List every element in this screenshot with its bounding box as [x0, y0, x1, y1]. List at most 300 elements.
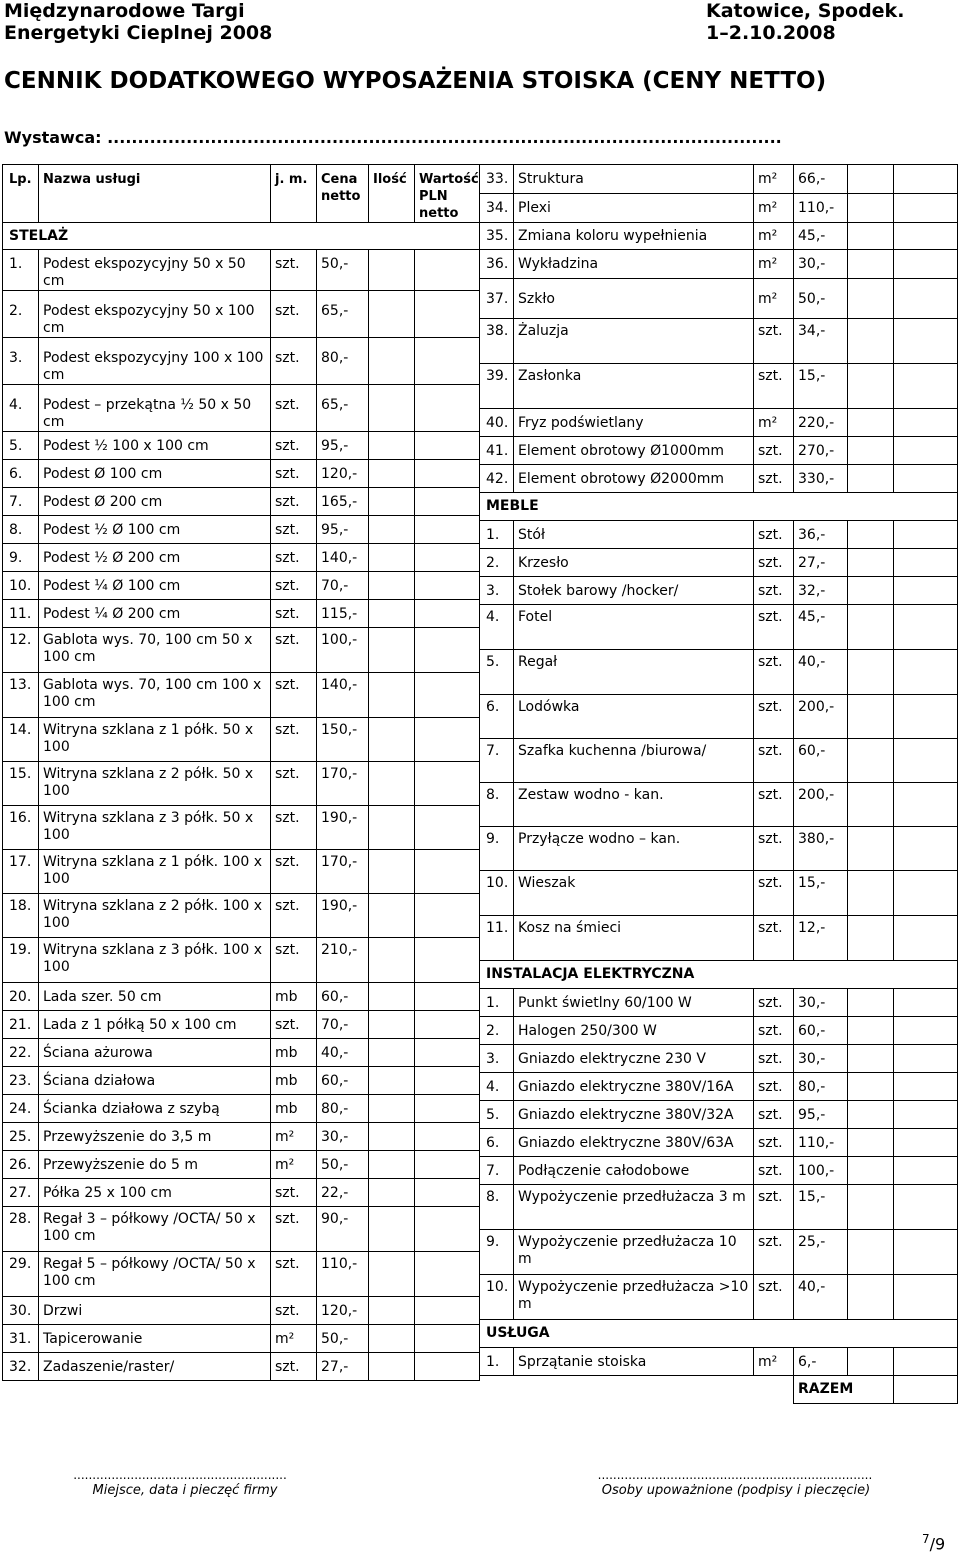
- item-price: 80,-: [317, 1095, 369, 1123]
- quantity-cell[interactable]: [369, 806, 415, 850]
- item-price: 165,-: [317, 488, 369, 516]
- table-row: [480, 319, 958, 364]
- quantity-cell[interactable]: [369, 291, 415, 338]
- quantity-cell[interactable]: [848, 739, 894, 783]
- item-number: 7.: [3, 488, 39, 516]
- table-row: [3, 628, 480, 673]
- table-row: [480, 650, 958, 695]
- quantity-cell[interactable]: [369, 1151, 415, 1179]
- item-price: 27,-: [794, 549, 848, 577]
- value-cell[interactable]: [415, 673, 480, 718]
- table-row: [3, 1095, 480, 1123]
- quantity-cell[interactable]: [369, 1325, 415, 1353]
- item-name: Szkło: [514, 279, 754, 319]
- item-name: Podest ¼ Ø 100 cm: [39, 572, 271, 600]
- table-row: [3, 806, 480, 850]
- table-row: [3, 460, 480, 488]
- item-price: 150,-: [317, 718, 369, 762]
- item-number: 39.: [480, 364, 514, 409]
- quantity-cell[interactable]: [848, 364, 894, 409]
- quantity-cell[interactable]: [848, 194, 894, 223]
- item-price: 120,-: [317, 1297, 369, 1325]
- value-cell[interactable]: [894, 1348, 958, 1376]
- table-row: [3, 600, 480, 628]
- value-cell[interactable]: [415, 1179, 480, 1207]
- value-cell[interactable]: [894, 549, 958, 577]
- item-number: 30.: [3, 1297, 39, 1325]
- item-name: Gablota wys. 70, 100 cm 50 x 100 cm: [39, 628, 271, 673]
- item-unit: szt.: [754, 364, 794, 409]
- table-row: [3, 1151, 480, 1179]
- item-name: Podest ½ Ø 100 cm: [39, 516, 271, 544]
- value-cell[interactable]: [894, 1129, 958, 1157]
- item-unit: szt.: [754, 1185, 794, 1230]
- total-value-cell[interactable]: [894, 1376, 958, 1404]
- value-cell[interactable]: [415, 544, 480, 572]
- table-row: [480, 279, 958, 319]
- quantity-cell[interactable]: [848, 521, 894, 549]
- item-price: 220,-: [794, 409, 848, 437]
- value-cell[interactable]: [894, 364, 958, 409]
- item-price: 45,-: [794, 223, 848, 250]
- quantity-cell[interactable]: [848, 223, 894, 250]
- quantity-cell[interactable]: [369, 983, 415, 1011]
- value-cell[interactable]: [894, 223, 958, 250]
- table-row: [480, 1230, 958, 1275]
- value-cell[interactable]: [415, 432, 480, 460]
- item-unit: szt.: [271, 488, 317, 516]
- value-cell[interactable]: [894, 577, 958, 605]
- value-cell[interactable]: [415, 385, 480, 432]
- item-price: 90,-: [317, 1207, 369, 1252]
- item-unit: szt.: [271, 385, 317, 432]
- quantity-cell[interactable]: [369, 628, 415, 673]
- item-unit: szt.: [754, 605, 794, 650]
- page-current: 7: [922, 1532, 930, 1546]
- item-unit: m²: [271, 1325, 317, 1353]
- quantity-cell[interactable]: [369, 432, 415, 460]
- quantity-cell[interactable]: [369, 718, 415, 762]
- quantity-cell[interactable]: [369, 673, 415, 718]
- table-row: [480, 1017, 958, 1045]
- table-row: [480, 695, 958, 739]
- item-price: 110,-: [317, 1252, 369, 1297]
- item-name: Fryz podświetlany: [514, 409, 754, 437]
- quantity-cell[interactable]: [369, 1067, 415, 1095]
- item-unit: m²: [754, 165, 794, 194]
- item-name: Podest Ø 100 cm: [39, 460, 271, 488]
- value-cell[interactable]: [894, 409, 958, 437]
- section-meble: MEBLE: [480, 493, 958, 521]
- item-name: Gniazdo elektryczne 380V/32A: [514, 1101, 754, 1129]
- item-number: 13.: [3, 673, 39, 718]
- item-price: 60,-: [794, 739, 848, 783]
- value-cell[interactable]: [894, 1101, 958, 1129]
- value-cell[interactable]: [894, 1073, 958, 1101]
- value-cell[interactable]: [894, 1017, 958, 1045]
- item-price: 110,-: [794, 1129, 848, 1157]
- value-cell[interactable]: [415, 1039, 480, 1067]
- item-name: Podest ekspozycyjny 50 x 100 cm: [39, 291, 271, 338]
- item-number: 18.: [3, 894, 39, 938]
- quantity-cell[interactable]: [369, 385, 415, 432]
- table-row: [3, 385, 480, 432]
- quantity-cell[interactable]: [848, 1348, 894, 1376]
- item-name: Sprzątanie stoiska: [514, 1348, 754, 1376]
- quantity-cell[interactable]: [848, 250, 894, 279]
- value-cell[interactable]: [894, 521, 958, 549]
- value-cell[interactable]: [894, 871, 958, 916]
- quantity-cell[interactable]: [848, 1129, 894, 1157]
- value-cell[interactable]: [894, 827, 958, 871]
- value-cell[interactable]: [415, 762, 480, 806]
- quantity-cell[interactable]: [848, 1101, 894, 1129]
- value-cell[interactable]: [415, 291, 480, 338]
- value-cell[interactable]: [415, 983, 480, 1011]
- value-cell[interactable]: [415, 600, 480, 628]
- value-cell[interactable]: [894, 1185, 958, 1230]
- value-cell[interactable]: [415, 1151, 480, 1179]
- value-cell[interactable]: [415, 894, 480, 938]
- quantity-cell[interactable]: [369, 1353, 415, 1381]
- item-name: Stołek barowy /hocker/: [514, 577, 754, 605]
- item-price: 270,-: [794, 437, 848, 465]
- table-row: [480, 577, 958, 605]
- value-cell[interactable]: [415, 806, 480, 850]
- quantity-cell[interactable]: [848, 1045, 894, 1073]
- value-cell[interactable]: [894, 319, 958, 364]
- item-name: Podest ½ Ø 200 cm: [39, 544, 271, 572]
- quantity-cell[interactable]: [848, 871, 894, 916]
- item-price: 6,-: [794, 1348, 848, 1376]
- value-cell[interactable]: [415, 1011, 480, 1039]
- item-price: 40,-: [317, 1039, 369, 1067]
- item-price: 12,-: [794, 916, 848, 961]
- item-number: 10.: [3, 572, 39, 600]
- item-name: Podest – przekątna ½ 50 x 50 cm: [39, 385, 271, 432]
- item-number: 2.: [480, 549, 514, 577]
- quantity-cell[interactable]: [369, 488, 415, 516]
- item-price: 120,-: [317, 460, 369, 488]
- item-name: Witryna szklana z 1 półk. 50 x 100: [39, 718, 271, 762]
- item-unit: szt.: [271, 460, 317, 488]
- item-price: 50,-: [794, 279, 848, 319]
- table-row: [480, 1185, 958, 1230]
- item-number: 31.: [3, 1325, 39, 1353]
- item-name: Wypożyczenie przedłużacza >10 m: [514, 1275, 754, 1320]
- value-cell[interactable]: [415, 1067, 480, 1095]
- quantity-cell[interactable]: [369, 544, 415, 572]
- table-row: [3, 894, 480, 938]
- value-cell[interactable]: [415, 1297, 480, 1325]
- quantity-cell[interactable]: [848, 1185, 894, 1230]
- col-price: Cena netto: [317, 165, 369, 223]
- quantity-cell[interactable]: [369, 1039, 415, 1067]
- item-unit: szt.: [271, 762, 317, 806]
- item-price: 15,-: [794, 871, 848, 916]
- item-price: 40,-: [794, 650, 848, 695]
- quantity-cell[interactable]: [369, 850, 415, 894]
- item-unit: szt.: [754, 871, 794, 916]
- quantity-cell[interactable]: [369, 460, 415, 488]
- table-row: [480, 364, 958, 409]
- value-cell[interactable]: [415, 338, 480, 385]
- table-row: [480, 1348, 958, 1376]
- item-number: 7.: [480, 1157, 514, 1185]
- quantity-cell[interactable]: [848, 409, 894, 437]
- item-unit: m²: [754, 223, 794, 250]
- item-unit: szt.: [754, 319, 794, 364]
- quantity-cell[interactable]: [848, 989, 894, 1017]
- table-row: [480, 437, 958, 465]
- item-unit: szt.: [754, 695, 794, 739]
- quantity-cell[interactable]: [848, 605, 894, 650]
- item-price: 140,-: [317, 544, 369, 572]
- item-unit: szt.: [754, 437, 794, 465]
- item-name: Lada z 1 półką 50 x 100 cm: [39, 1011, 271, 1039]
- item-name: Podest Ø 200 cm: [39, 488, 271, 516]
- quantity-cell[interactable]: [848, 827, 894, 871]
- table-row: [480, 739, 958, 783]
- signature-line-right: ........................................................................: [597, 1468, 873, 1482]
- quantity-cell[interactable]: [848, 1073, 894, 1101]
- item-unit: mb: [271, 1095, 317, 1123]
- table-row: [3, 250, 480, 291]
- value-cell[interactable]: [415, 1207, 480, 1252]
- exhibitor-field[interactable]: Wystawca: ...............................................................................................................: [4, 128, 782, 147]
- section-usluga: USŁUGA: [480, 1320, 958, 1348]
- value-cell[interactable]: [894, 1230, 958, 1275]
- value-cell[interactable]: [894, 989, 958, 1017]
- signature-line-left: ........................................................: [73, 1468, 287, 1482]
- item-number: 6.: [3, 460, 39, 488]
- value-cell[interactable]: [894, 465, 958, 493]
- item-name: Struktura: [514, 165, 754, 194]
- quantity-cell[interactable]: [369, 1011, 415, 1039]
- value-cell[interactable]: [415, 516, 480, 544]
- item-unit: szt.: [754, 577, 794, 605]
- item-name: Regał 5 – półkowy /OCTA/ 50 x 100 cm: [39, 1252, 271, 1297]
- item-unit: szt.: [754, 1017, 794, 1045]
- value-cell[interactable]: [415, 1325, 480, 1353]
- item-price: 80,-: [317, 338, 369, 385]
- value-cell[interactable]: [894, 194, 958, 223]
- total-label: RAZEM: [794, 1376, 894, 1404]
- item-price: 140,-: [317, 673, 369, 718]
- quantity-cell[interactable]: [848, 783, 894, 827]
- quantity-cell[interactable]: [848, 465, 894, 493]
- value-cell[interactable]: [894, 739, 958, 783]
- quantity-cell[interactable]: [369, 938, 415, 983]
- value-cell[interactable]: [894, 1157, 958, 1185]
- value-cell[interactable]: [894, 695, 958, 739]
- item-unit: szt.: [754, 783, 794, 827]
- quantity-cell[interactable]: [848, 279, 894, 319]
- quantity-cell[interactable]: [848, 1275, 894, 1320]
- value-cell[interactable]: [415, 572, 480, 600]
- item-name: Lodówka: [514, 695, 754, 739]
- item-unit: szt.: [271, 718, 317, 762]
- value-cell[interactable]: [415, 488, 480, 516]
- quantity-cell[interactable]: [848, 165, 894, 194]
- quantity-cell[interactable]: [848, 650, 894, 695]
- quantity-cell[interactable]: [369, 1123, 415, 1151]
- item-number: 42.: [480, 465, 514, 493]
- item-name: Wykładzina: [514, 250, 754, 279]
- item-number: 6.: [480, 1129, 514, 1157]
- item-number: 19.: [3, 938, 39, 983]
- item-name: Ściana działowa: [39, 1067, 271, 1095]
- item-name: Plexi: [514, 194, 754, 223]
- item-unit: m²: [754, 250, 794, 279]
- item-price: 36,-: [794, 521, 848, 549]
- quantity-cell[interactable]: [369, 250, 415, 291]
- quantity-cell[interactable]: [848, 437, 894, 465]
- value-cell[interactable]: [894, 783, 958, 827]
- value-cell[interactable]: [894, 437, 958, 465]
- quantity-cell[interactable]: [848, 1157, 894, 1185]
- item-unit: szt.: [271, 1179, 317, 1207]
- section-elektryczna: INSTALACJA ELEKTRYCZNA: [480, 961, 958, 989]
- item-unit: szt.: [271, 291, 317, 338]
- quantity-cell[interactable]: [369, 1207, 415, 1252]
- item-price: 30,-: [317, 1123, 369, 1151]
- quantity-cell[interactable]: [369, 600, 415, 628]
- venue: Katowice, Spodek.: [706, 0, 905, 22]
- item-name: Zasłonka: [514, 364, 754, 409]
- value-cell[interactable]: [415, 1095, 480, 1123]
- item-unit: szt.: [271, 673, 317, 718]
- item-unit: szt.: [754, 1129, 794, 1157]
- value-cell[interactable]: [894, 165, 958, 194]
- table-row: [3, 544, 480, 572]
- quantity-cell[interactable]: [369, 1297, 415, 1325]
- item-number: 40.: [480, 409, 514, 437]
- quantity-cell[interactable]: [848, 577, 894, 605]
- value-cell[interactable]: [415, 250, 480, 291]
- item-unit: szt.: [754, 1230, 794, 1275]
- quantity-cell[interactable]: [848, 916, 894, 961]
- dates: 1–2.10.2008: [706, 22, 836, 44]
- item-number: 11.: [480, 916, 514, 961]
- item-number: 36.: [480, 250, 514, 279]
- value-cell[interactable]: [415, 938, 480, 983]
- value-cell[interactable]: [415, 718, 480, 762]
- table-row: [3, 1353, 480, 1381]
- item-number: 3.: [3, 338, 39, 385]
- item-unit: szt.: [754, 521, 794, 549]
- value-cell[interactable]: [894, 250, 958, 279]
- table-row: [480, 1045, 958, 1073]
- left-price-table: [2, 164, 480, 1381]
- section-row: [480, 493, 958, 521]
- table-row: [3, 1011, 480, 1039]
- table-row: [480, 1275, 958, 1320]
- item-unit: szt.: [271, 628, 317, 673]
- table-row: [3, 1067, 480, 1095]
- item-number: 3.: [480, 577, 514, 605]
- value-cell[interactable]: [415, 1353, 480, 1381]
- item-unit: szt.: [754, 1275, 794, 1320]
- value-cell[interactable]: [894, 1275, 958, 1320]
- quantity-cell[interactable]: [848, 319, 894, 364]
- value-cell[interactable]: [415, 460, 480, 488]
- value-cell[interactable]: [894, 916, 958, 961]
- item-unit: szt.: [754, 650, 794, 695]
- quantity-cell[interactable]: [369, 516, 415, 544]
- item-price: 95,-: [317, 432, 369, 460]
- quantity-cell[interactable]: [369, 1179, 415, 1207]
- col-value: Wartość PLN netto: [415, 165, 480, 223]
- item-unit: m²: [754, 1348, 794, 1376]
- item-number: 16.: [3, 806, 39, 850]
- item-name: Gniazdo elektryczne 380V/63A: [514, 1129, 754, 1157]
- item-unit: szt.: [754, 549, 794, 577]
- quantity-cell[interactable]: [848, 1017, 894, 1045]
- quantity-cell[interactable]: [369, 762, 415, 806]
- quantity-cell[interactable]: [369, 1252, 415, 1297]
- table-row: [3, 1252, 480, 1297]
- item-name: Krzesło: [514, 549, 754, 577]
- item-unit: szt.: [754, 739, 794, 783]
- item-price: 190,-: [317, 806, 369, 850]
- table-row: [480, 605, 958, 650]
- item-number: 25.: [3, 1123, 39, 1151]
- value-cell[interactable]: [415, 1252, 480, 1297]
- quantity-cell[interactable]: [369, 338, 415, 385]
- quantity-cell[interactable]: [848, 1230, 894, 1275]
- quantity-cell[interactable]: [848, 549, 894, 577]
- value-cell[interactable]: [894, 1045, 958, 1073]
- item-unit: szt.: [271, 1252, 317, 1297]
- quantity-cell[interactable]: [369, 894, 415, 938]
- item-price: 100,-: [317, 628, 369, 673]
- item-number: 1.: [480, 1348, 514, 1376]
- item-number: 15.: [3, 762, 39, 806]
- item-price: 40,-: [794, 1275, 848, 1320]
- item-number: 33.: [480, 165, 514, 194]
- item-unit: m²: [271, 1123, 317, 1151]
- item-number: 4.: [480, 605, 514, 650]
- value-cell[interactable]: [894, 650, 958, 695]
- value-cell[interactable]: [894, 279, 958, 319]
- item-price: 65,-: [317, 291, 369, 338]
- quantity-cell[interactable]: [369, 572, 415, 600]
- item-price: 115,-: [317, 600, 369, 628]
- value-cell[interactable]: [894, 605, 958, 650]
- item-number: 12.: [3, 628, 39, 673]
- item-name: Element obrotowy Ø2000mm: [514, 465, 754, 493]
- quantity-cell[interactable]: [369, 1095, 415, 1123]
- value-cell[interactable]: [415, 628, 480, 673]
- table-row: [3, 1297, 480, 1325]
- item-number: 37.: [480, 279, 514, 319]
- item-number: 3.: [480, 1045, 514, 1073]
- section-row: [3, 223, 480, 250]
- value-cell[interactable]: [415, 1123, 480, 1151]
- table-row: [3, 1325, 480, 1353]
- item-unit: szt.: [754, 916, 794, 961]
- item-price: 25,-: [794, 1230, 848, 1275]
- item-unit: szt.: [271, 516, 317, 544]
- item-unit: szt.: [271, 600, 317, 628]
- col-unit: j. m.: [271, 165, 317, 223]
- quantity-cell[interactable]: [848, 695, 894, 739]
- item-name: Zestaw wodno - kan.: [514, 783, 754, 827]
- value-cell[interactable]: [415, 850, 480, 894]
- item-number: 5.: [3, 432, 39, 460]
- table-row: [3, 338, 480, 385]
